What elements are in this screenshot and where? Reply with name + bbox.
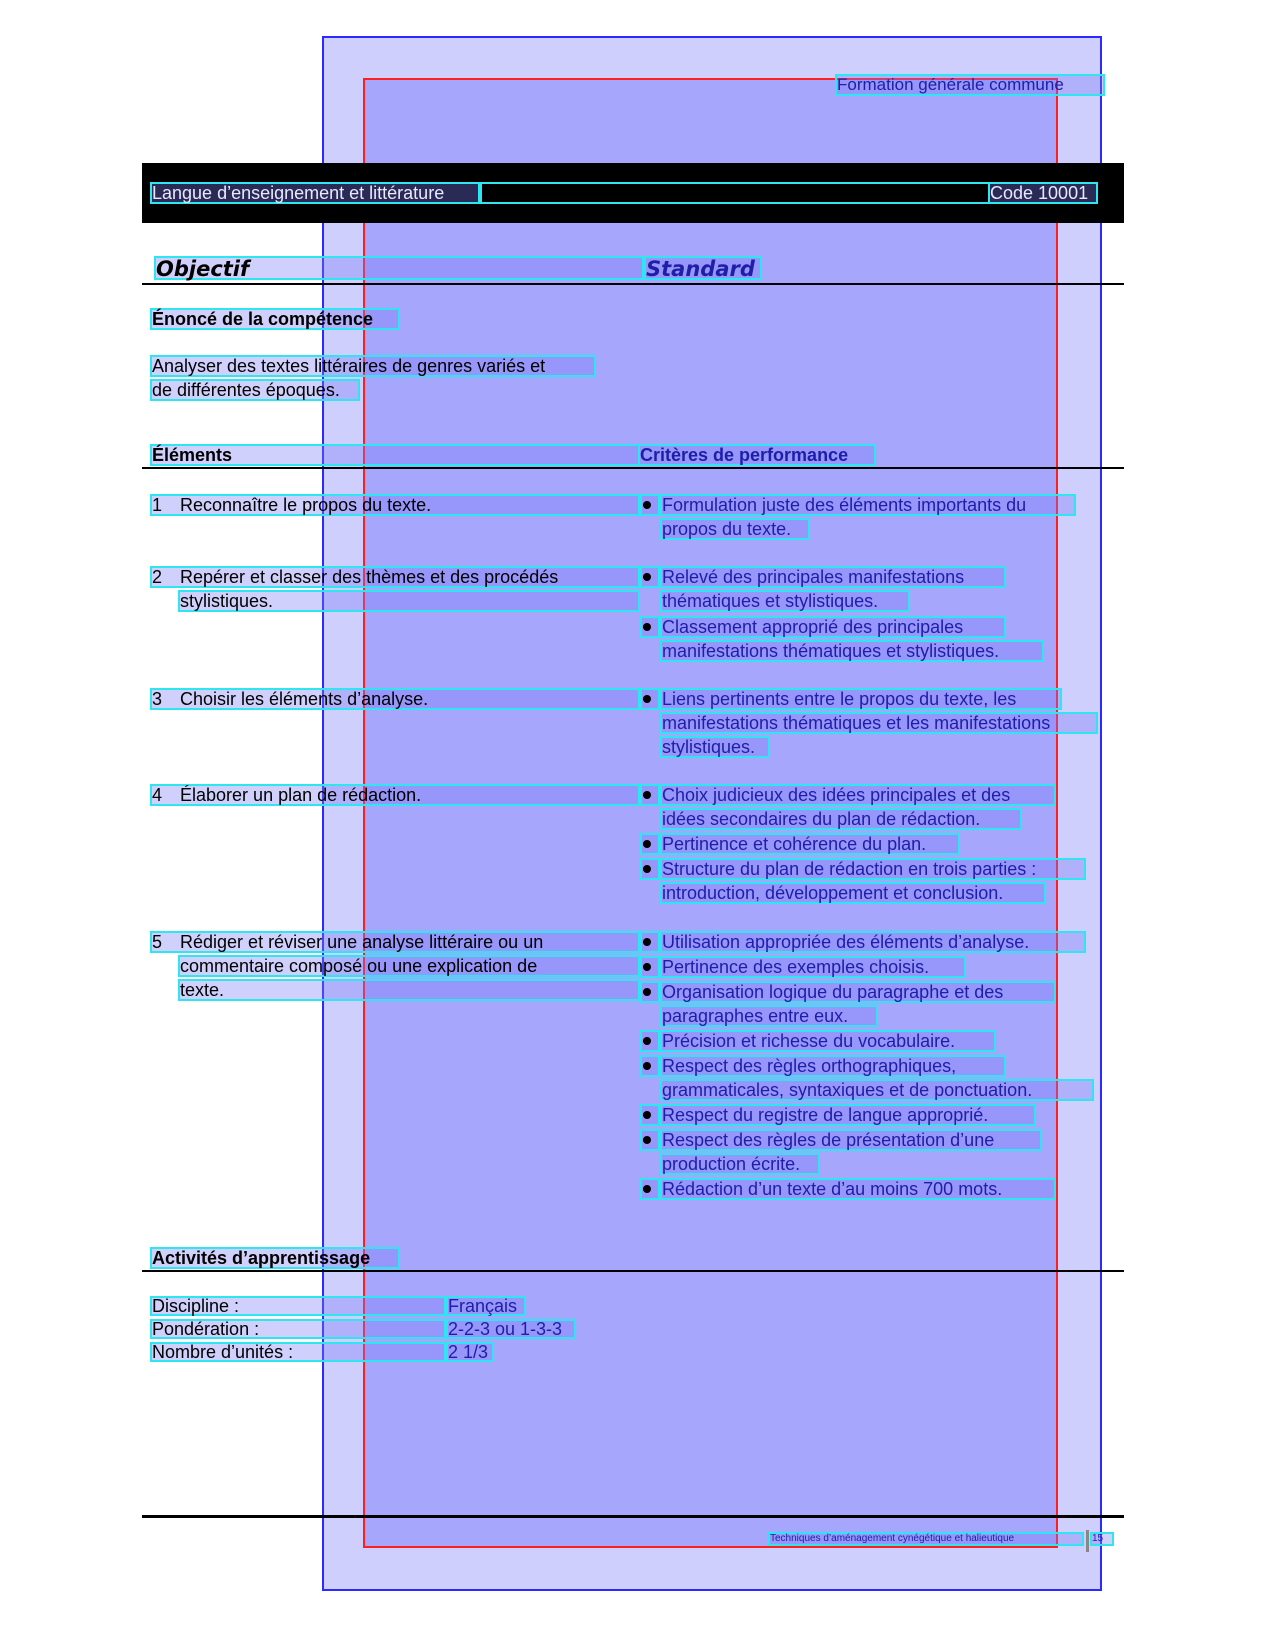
element-2 xyxy=(150,566,640,588)
course-title: Langue d’enseignement et littérature xyxy=(150,182,480,204)
element-5-line-2: commentaire composé ou une explication de xyxy=(178,955,640,977)
footer-page-number: 15 xyxy=(1090,1532,1114,1546)
footer-rule xyxy=(142,1515,1124,1518)
element-3 xyxy=(150,688,640,710)
criterion-3-line-2: manifestations thématiques et stylistiques. xyxy=(660,640,1044,662)
criterion-10-line-2: paragraphes entre eux. xyxy=(660,1005,878,1027)
criterion-1-line-2: propos du texte. xyxy=(660,518,810,540)
criterion-7-line-1: Structure du plan de rédaction en trois parties : xyxy=(660,858,1086,880)
bullet-icon xyxy=(640,494,660,516)
criterion-6-line-1: Pertinence et cohérence du plan. xyxy=(660,833,960,855)
competence-line-1: Analyser des textes littéraires de genres variés et xyxy=(150,355,596,377)
criterion-4-line-3: stylistiques. xyxy=(660,736,770,758)
element-4 xyxy=(150,784,640,806)
bullet-icon xyxy=(640,931,660,953)
element-5-line-3: texte. xyxy=(178,979,640,1001)
bullet-icon xyxy=(640,784,660,806)
bullet-icon xyxy=(640,1178,660,1200)
bullet-icon xyxy=(640,1129,660,1151)
element-5 xyxy=(150,931,640,953)
criterion-3-line-1: Classement approprié des principales xyxy=(660,616,1006,638)
element-number: 1 xyxy=(152,495,163,515)
heading-elements: Éléments xyxy=(150,444,640,466)
bullet-icon xyxy=(640,1055,660,1077)
activite-label-2: Pondération : xyxy=(150,1319,446,1339)
element-number: 3 xyxy=(152,689,163,709)
criterion-7-line-2: introduction, développement et conclusion. xyxy=(660,882,1046,904)
element-1 xyxy=(150,494,640,516)
bullet-icon xyxy=(640,858,660,880)
criterion-5-line-1: Choix judicieux des idées principales et des xyxy=(660,784,1056,806)
criterion-4-line-1: Liens pertinents entre le propos du texte, les xyxy=(660,688,1062,710)
footer-text: Techniques d’aménagement cynégétique et halieutique xyxy=(768,1532,1084,1546)
element-text: Repérer et classer des thèmes et des procédés xyxy=(180,567,559,587)
heading-enonce: Énoncé de la compétence xyxy=(150,308,400,330)
rule-activites xyxy=(142,1270,1124,1272)
criterion-12-line-2: grammaticales, syntaxiques et de ponctuation. xyxy=(660,1079,1094,1101)
criterion-9-line-1: Pertinence des exemples choisis. xyxy=(660,956,966,978)
criterion-8-line-1: Utilisation appropriée des éléments d’analyse. xyxy=(660,931,1086,953)
activite-value-2: 2-2-3 ou 1-3-3 xyxy=(446,1319,576,1339)
header-top-right: Formation générale commune xyxy=(835,74,1105,96)
footer-divider xyxy=(1086,1530,1089,1552)
element-text: Choisir les éléments d’analyse. xyxy=(180,689,429,709)
element-text: Rédiger et réviser une analyse littéraire ou un xyxy=(180,932,544,952)
rule-objectif xyxy=(142,283,1124,285)
criterion-1-line-1: Formulation juste des éléments importants du xyxy=(660,494,1076,516)
bullet-icon xyxy=(640,1030,660,1052)
criterion-5-line-2: idées secondaires du plan de rédaction. xyxy=(660,808,1022,830)
heading-criteres: Critères de performance xyxy=(638,444,876,466)
element-number: 2 xyxy=(152,567,163,587)
element-text: Reconnaître le propos du texte. xyxy=(180,495,432,515)
bullet-icon xyxy=(640,616,660,638)
bullet-icon xyxy=(640,956,660,978)
bullet-icon xyxy=(640,1104,660,1126)
activite-label-1: Discipline : xyxy=(150,1296,446,1316)
criterion-12-line-1: Respect des règles orthographiques, xyxy=(660,1055,1006,1077)
activite-value-1: Français xyxy=(446,1296,526,1316)
bullet-icon xyxy=(640,833,660,855)
heading-activites: Activités d’apprentissage xyxy=(150,1247,400,1269)
rule-elements xyxy=(142,467,1124,469)
heading-standard: Standard xyxy=(644,256,762,280)
criterion-10-line-1: Organisation logique du paragraphe et des xyxy=(660,981,1056,1003)
activite-value-3: 2 1/3 xyxy=(446,1342,494,1362)
criterion-4-line-2: manifestations thématiques et les manifestations xyxy=(660,712,1098,734)
criterion-14-line-2: production écrite. xyxy=(660,1153,820,1175)
bullet-icon xyxy=(640,981,660,1003)
criterion-14-line-1: Respect des règles de présentation d’une xyxy=(660,1129,1042,1151)
criterion-2-line-1: Relevé des principales manifestations xyxy=(660,566,1006,588)
activite-label-3: Nombre d’unités : xyxy=(150,1342,446,1362)
criterion-2-line-2: thématiques et stylistiques. xyxy=(660,590,910,612)
criterion-13-line-1: Respect du registre de langue approprié. xyxy=(660,1104,1036,1126)
criterion-15-line-1: Rédaction d’un texte d’au moins 700 mots. xyxy=(660,1178,1056,1200)
criterion-11-line-1: Précision et richesse du vocabulaire. xyxy=(660,1030,996,1052)
element-2-line-2: stylistiques. xyxy=(178,590,640,612)
element-number: 4 xyxy=(152,785,163,805)
element-text: Élaborer un plan de rédaction. xyxy=(180,785,422,805)
element-number: 5 xyxy=(152,932,163,952)
heading-objectif: Objectif xyxy=(154,256,644,280)
competence-line-2: de différentes époques. xyxy=(150,379,360,401)
bullet-icon xyxy=(640,566,660,588)
bullet-icon xyxy=(640,688,660,710)
course-code: Code 10001 xyxy=(988,182,1098,204)
